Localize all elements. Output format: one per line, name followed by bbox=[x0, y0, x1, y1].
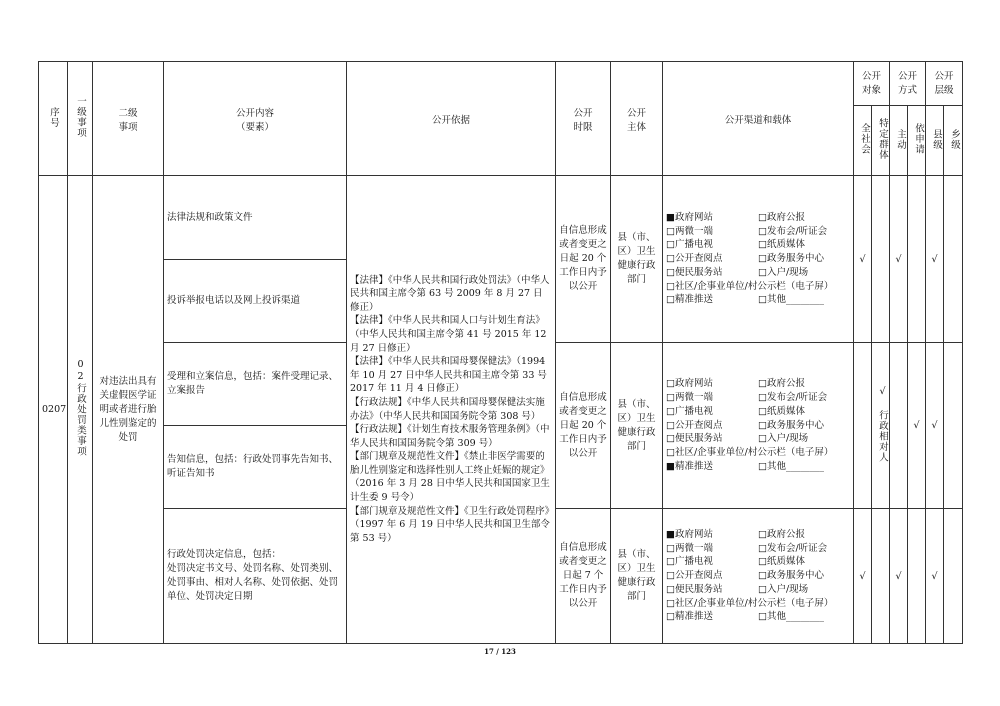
channel-list bbox=[663, 176, 854, 343]
disclosure-table bbox=[38, 61, 963, 644]
channel-list bbox=[663, 343, 854, 509]
header-level-town: 乡级 bbox=[944, 106, 963, 176]
channel-option: □政府公报 bbox=[758, 211, 805, 223]
method-active-mark: √ bbox=[890, 509, 908, 644]
channel-option: □入户/现场 bbox=[758, 433, 809, 445]
channel-option: □政府网站 bbox=[666, 378, 713, 390]
channel-option: □公开查阅点 bbox=[666, 419, 723, 431]
basis-item: 【法律】《中华人民共和国行政处罚法》（中华人民共和国主席令第 63 号 2009 年 8 月 27 日修正） bbox=[350, 274, 550, 313]
channel-option: □政务服务中心 bbox=[758, 570, 824, 582]
method-active-mark bbox=[890, 343, 908, 509]
header-channels: 公开渠道和载体 bbox=[663, 62, 854, 176]
target-specific-mark: √ 行政相对人 bbox=[872, 343, 890, 509]
time-limit: 自信息形成或者变更之日起 7 个工作日内予以公开 bbox=[556, 509, 611, 644]
level-town-mark bbox=[944, 509, 963, 644]
subject: 县（市、区）卫生健康行政部门 bbox=[611, 176, 663, 343]
header-level2: 二级 事项 bbox=[93, 62, 164, 176]
content-item: 受理和立案信息，包括：案件受理记录、立案报告 bbox=[164, 343, 347, 426]
method-active-mark: √ bbox=[890, 176, 908, 343]
channel-option: □纸质媒体 bbox=[758, 405, 805, 417]
subject: 县（市、区）卫生健康行政部门 bbox=[611, 343, 663, 509]
content-item: 投诉举报电话以及网上投诉渠道 bbox=[164, 260, 347, 343]
channel-option: □纸质媒体 bbox=[758, 556, 805, 568]
basis-item: 【部门规章及规范性文件】《禁止非医学需要的胎儿性别鉴定和选择性别人工终止妊娠的规定》（2016 年 3 月 28 日中华人民共和国国家卫生计生委 9 号令） bbox=[350, 451, 550, 504]
target-all-mark bbox=[854, 343, 872, 509]
header-method-active: 主动 bbox=[890, 106, 908, 176]
header-level1: 一级事项 bbox=[68, 62, 93, 176]
channel-option: □便民服务站 bbox=[666, 433, 723, 445]
basis-item: 【行政法规】《中华人民共和国母婴保健法实施办法》（中华人民共和国国务院令第 308 号） bbox=[350, 396, 545, 422]
basis-item: 【部门规章及规范性文件】《卫生行政处罚程序》（1997 年 6 月 19 日中华人民共和国卫生部令第 53 号） bbox=[350, 505, 550, 544]
row-level2: 对违法出具有关虚假医学证明或者进行胎儿性别鉴定的处罚 bbox=[93, 176, 164, 644]
channel-option: □公开查阅点 bbox=[666, 570, 723, 582]
header-level: 公开 层级 bbox=[926, 62, 963, 106]
channel-option: ■政府网站 bbox=[666, 211, 713, 223]
channel-list bbox=[663, 509, 854, 644]
content-item: 行政处罚决定信息，包括： 处罚决定书文号、处罚名称、处罚类别、处罚事由、相对人名称、处罚依据、处罚单位、处罚决定日期 bbox=[164, 509, 347, 644]
header-time: 公开 时限 bbox=[556, 62, 611, 176]
header-target: 公开 对象 bbox=[854, 62, 890, 106]
channel-option: □其他________ bbox=[758, 460, 824, 472]
channel-option: □政务服务中心 bbox=[758, 419, 824, 431]
channel-option: □其他________ bbox=[758, 294, 824, 306]
level-county-mark: √ bbox=[926, 509, 944, 644]
target-specific-mark bbox=[872, 176, 890, 343]
channel-option: □便民服务站 bbox=[666, 266, 723, 278]
time-limit: 自信息形成或者变更之日起 20 个工作日内予以公开 bbox=[556, 176, 611, 343]
header-target-all: 全社会 bbox=[854, 106, 872, 176]
channel-option: □广播电视 bbox=[666, 556, 713, 568]
channel-option: □便民服务站 bbox=[666, 583, 723, 595]
channel-option: □广播电视 bbox=[666, 405, 713, 417]
channel-option: □政府公报 bbox=[758, 528, 805, 540]
header-content: 公开内容 （要素） bbox=[164, 62, 347, 176]
subject: 县（市、区）卫生健康行政部门 bbox=[611, 509, 663, 644]
header-seq: 序号 bbox=[39, 62, 68, 176]
content-item: 告知信息，包括：行政处罚事先告知书、听证告知书 bbox=[164, 426, 347, 509]
target-all-mark: √ bbox=[854, 509, 872, 644]
channel-option: □政府公报 bbox=[758, 378, 805, 390]
channel-option: □精准推送 bbox=[666, 294, 713, 306]
header-basis: 公开依据 bbox=[347, 62, 556, 176]
header-method: 公开 方式 bbox=[890, 62, 926, 106]
basis-item: 【法律】《中华人民共和国人口与计划生育法》（中华人民共和国主席令第 41 号 2015 年 12 月 27 日修正） bbox=[350, 315, 547, 354]
row-level1: 02行政处罚类事项 bbox=[68, 176, 93, 644]
channel-option: □政务服务中心 bbox=[758, 253, 824, 265]
channel-option: ■精准推送 bbox=[666, 460, 713, 472]
channel-option: □两微一端 bbox=[666, 225, 713, 237]
channel-option: □两微一端 bbox=[666, 392, 713, 403]
level-county-mark: √ bbox=[926, 176, 944, 343]
table-row bbox=[39, 176, 963, 260]
basis-item: 【行政法规】《计划生育技术服务管理条例》（中华人民共和国国务院令第 309 号） bbox=[350, 424, 550, 449]
level-county-mark: √ bbox=[926, 343, 944, 509]
basis-item: 【法律】《中华人民共和国母婴保健法》（1994 年 10 月 27 日中华人民共和国主席令第 33 号 2017 年 11 月 4 日修正） bbox=[350, 356, 547, 395]
header-method-request: 依申请 bbox=[908, 106, 926, 176]
header-subject: 公开 主体 bbox=[611, 62, 663, 176]
channel-option: □精准推送 bbox=[666, 611, 713, 623]
channel-option: □发布会/听证会 bbox=[758, 542, 828, 554]
target-specific-mark bbox=[872, 509, 890, 644]
method-request-mark bbox=[908, 509, 926, 644]
channel-option: □入户/现场 bbox=[758, 266, 809, 278]
channel-option: □其他________ bbox=[758, 611, 824, 623]
header-level-county: 县级 bbox=[926, 106, 944, 176]
target-all-mark: √ bbox=[854, 176, 872, 343]
channel-option: □公开查阅点 bbox=[666, 253, 723, 265]
channel-option: □入户/现场 bbox=[758, 583, 809, 595]
time-limit: 自信息形成或者变更之日起 20 个工作日内予以公开 bbox=[556, 343, 611, 509]
channel-option: □发布会/听证会 bbox=[758, 392, 828, 403]
channel-option: □社区/企事业单位/村公示栏（电子屏） bbox=[666, 447, 834, 459]
channel-option: □纸质媒体 bbox=[758, 239, 805, 251]
row-seq: 0207 bbox=[39, 176, 68, 644]
level-town-mark bbox=[944, 343, 963, 509]
channel-option: □两微一端 bbox=[666, 542, 713, 554]
channel-option: □社区/企事业单位/村公示栏（电子屏） bbox=[666, 597, 834, 609]
channel-option: □社区/企事业单位/村公示栏（电子屏） bbox=[666, 280, 834, 292]
page-number: 17 / 123 bbox=[484, 647, 516, 656]
method-request-mark bbox=[908, 176, 926, 343]
channel-option: □发布会/听证会 bbox=[758, 225, 828, 237]
method-request-mark: √ bbox=[908, 343, 926, 509]
header-target-specific: 特定群体 bbox=[872, 106, 890, 176]
content-item: 法律法规和政策文件 bbox=[164, 176, 347, 260]
basis-list bbox=[347, 176, 556, 644]
channel-option: □广播电视 bbox=[666, 239, 713, 251]
channel-option: ■政府网站 bbox=[666, 528, 713, 540]
level-town-mark bbox=[944, 176, 963, 343]
